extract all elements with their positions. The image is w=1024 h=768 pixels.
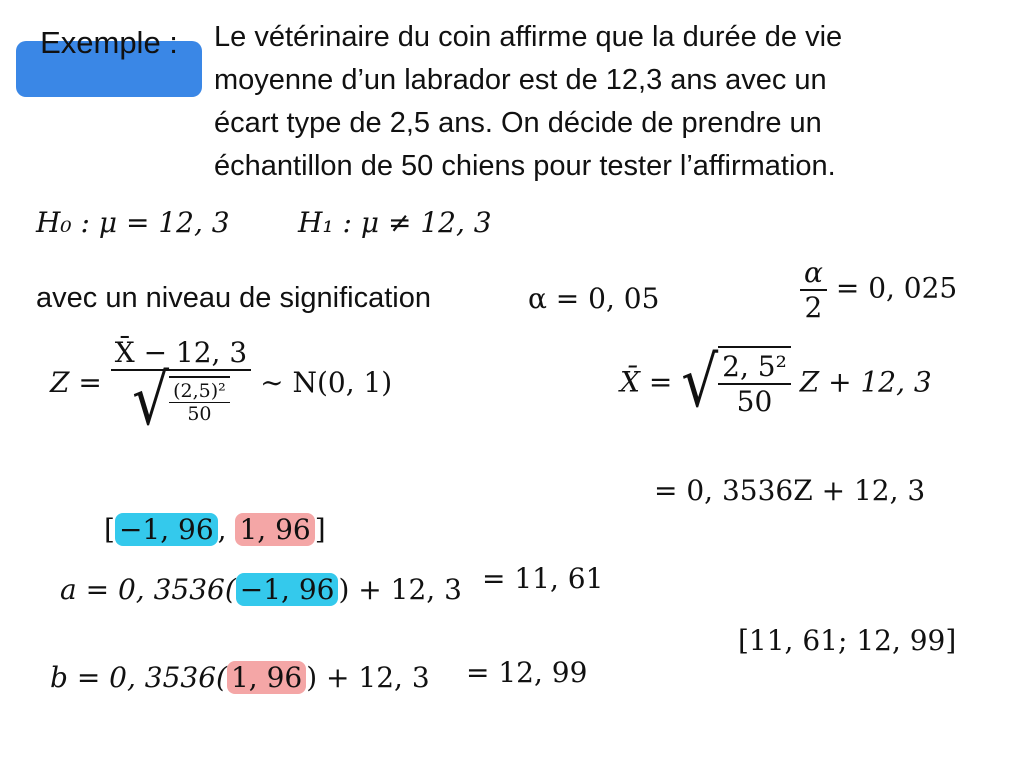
confidence-interval: [11, 61; 12, 99] [738, 624, 957, 657]
statement-line: moyenne d’un labrador est de 12,3 ans avec un [214, 64, 827, 96]
problem-statement [214, 16, 1014, 188]
half-alpha-value: = 0, 025 [835, 271, 958, 305]
radicand-denominator: 50 [718, 383, 791, 418]
b-suffix: ) + 12, 3 [306, 661, 430, 694]
a-suffix: ) + 12, 3 [338, 573, 462, 606]
z-numerator: X̄ − 12, 3 [114, 336, 248, 369]
xbar-lhs: X̄ = [620, 365, 673, 399]
interval-separator: , [217, 513, 227, 546]
radicand-numerator: 2, 5² [722, 350, 787, 383]
null-hypothesis: H₀ : μ = 12, 3 [36, 206, 230, 239]
z-denominator [111, 359, 251, 441]
fraction-denominator: 2 [800, 289, 827, 324]
sqrt-symbol: √ $\frac{\text{2, 5²}}{50}$ [681, 346, 791, 418]
sqrt-symbol: √ $\frac{\text{(2,5)²}}{50}$ [132, 371, 230, 429]
a-equation [60, 566, 462, 614]
fraction-numerator: α [804, 256, 823, 289]
critical-value-left: −1, 96 [115, 513, 218, 546]
xbar-formula [620, 341, 932, 423]
half-alpha-fraction [800, 256, 827, 324]
inner-numerator: (2,5)² [173, 379, 226, 402]
z-formula [50, 336, 393, 441]
z-distribution: ∼ N(0, 1) [260, 366, 393, 399]
alternative-hypothesis: H₁ : μ ≠ 12, 3 [298, 206, 492, 239]
alpha-value: α = 0, 05 [528, 282, 660, 315]
a-prefix: a = 0, 3536( [60, 573, 236, 606]
statement-line: Le vétérinaire du coin affirme que la durée de vie [214, 21, 843, 53]
inner-fraction [169, 380, 230, 425]
statement-line: écart type de 2,5 ans. On décide de prendre un [214, 107, 822, 139]
b-critical-value: 1, 96 [227, 661, 306, 694]
b-result: = 12, 99 [466, 656, 588, 689]
example-badge-label: Exemple : [40, 25, 178, 60]
b-prefix: b = 0, 3536( [50, 661, 227, 694]
bracket-close: ] [314, 513, 326, 546]
z-lhs: Z = [50, 366, 102, 399]
half-alpha [800, 256, 957, 324]
bracket-open: [ [104, 513, 115, 546]
b-equation [50, 654, 430, 702]
significance-label: avec un niveau de signification [36, 282, 431, 314]
a-critical-value: −1, 96 [236, 573, 339, 606]
z-interval [104, 506, 326, 554]
a-result: = 11, 61 [482, 562, 604, 595]
critical-value-right: 1, 96 [235, 513, 314, 546]
xbar-simplified: = 0, 3536Z + 12, 3 [654, 474, 926, 507]
radicand-fraction [718, 350, 791, 418]
z-fraction [111, 336, 251, 441]
xbar-rhs: Z + 12, 3 [799, 365, 932, 399]
inner-denominator: 50 [169, 402, 230, 425]
statement-line: échantillon de 50 chiens pour tester l’affirmation. [214, 150, 836, 182]
